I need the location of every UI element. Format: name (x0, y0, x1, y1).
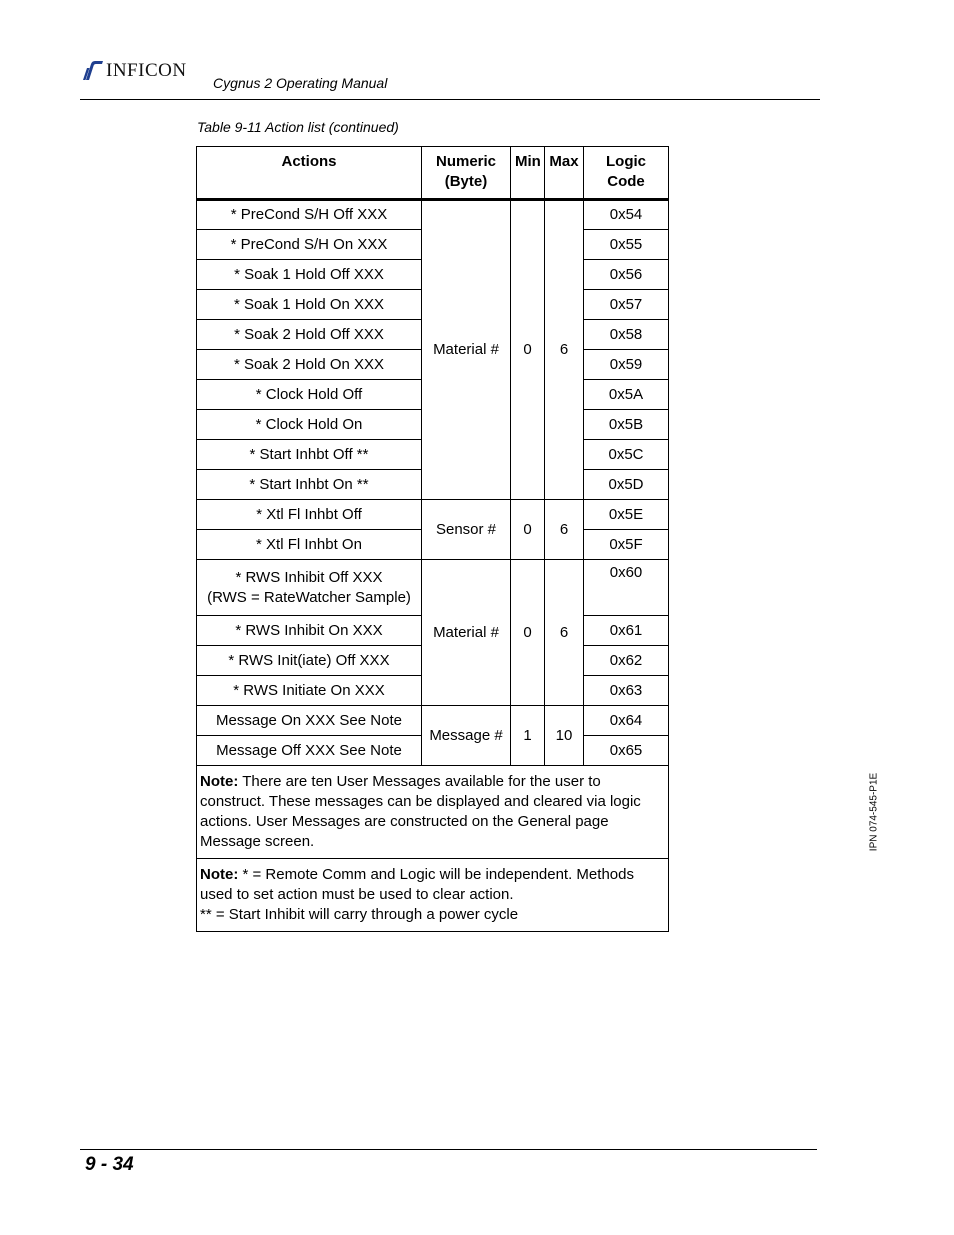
action-cell: * Soak 1 Hold Off XXX (197, 260, 422, 290)
action-cell: * RWS Initiate On XXX (197, 676, 422, 706)
action-line-secondary: (RWS = RateWatcher Sample) (207, 588, 411, 606)
logic-code-cell: 0x54 (584, 200, 669, 230)
logo-wordmark: INFICON (106, 60, 187, 81)
manual-title: Cygnus 2 Operating Manual (213, 75, 388, 91)
min-cell: 0 (511, 560, 545, 706)
action-cell: * RWS Inhibit On XXX (197, 616, 422, 646)
table-row (197, 200, 669, 230)
logic-code-cell: 0x5D (584, 470, 669, 500)
logic-code-cell: 0x5C (584, 440, 669, 470)
min-cell: 0 (511, 500, 545, 560)
action-cell: * Start Inhbt On ** (197, 470, 422, 500)
action-list-table (196, 146, 669, 932)
min-cell: 0 (511, 200, 545, 500)
max-cell: 6 (545, 200, 584, 500)
logic-code-cell: 0x5B (584, 410, 669, 440)
table-caption: Table 9-11 Action list (continued) (197, 119, 399, 135)
logic-code-cell: 0x5A (584, 380, 669, 410)
note-row (197, 766, 669, 859)
max-cell: 10 (545, 706, 584, 766)
table-row (197, 560, 669, 616)
numeric-cell: Material # (422, 560, 511, 706)
action-cell: * Clock Hold On (197, 410, 422, 440)
action-cell: * Soak 1 Hold On XXX (197, 290, 422, 320)
header-min: Min (511, 147, 545, 200)
action-cell (197, 560, 422, 616)
logic-code-cell: 0x63 (584, 676, 669, 706)
action-cell: * Soak 2 Hold On XXX (197, 350, 422, 380)
numeric-cell: Material # (422, 200, 511, 500)
note-text-line2: ** = Start Inhibit will carry through a power cycle (200, 906, 519, 923)
ipn-label: IPN 074-545-P1E (868, 772, 880, 852)
note-label: Note: (200, 866, 239, 883)
logic-code-cell: 0x60 (584, 560, 669, 616)
table-header-row (197, 147, 669, 200)
inficon-logo-icon (82, 60, 104, 82)
logic-code-cell: 0x5F (584, 530, 669, 560)
note-text: * = Remote Comm and Logic will be independent. Methods used to set action must be used to clear action. (200, 866, 634, 903)
action-cell: * Start Inhbt Off ** (197, 440, 422, 470)
logic-code-cell: 0x58 (584, 320, 669, 350)
max-cell: 6 (545, 500, 584, 560)
logic-code-cell: 0x5E (584, 500, 669, 530)
logic-code-cell: 0x61 (584, 616, 669, 646)
action-cell: * PreCond S/H Off XXX (197, 200, 422, 230)
action-cell: Message On XXX See Note (197, 706, 422, 736)
min-cell: 1 (511, 706, 545, 766)
action-cell: * Xtl Fl Inhbt Off (197, 500, 422, 530)
logic-code-cell: 0x59 (584, 350, 669, 380)
header-logic-code: Logic Code (584, 147, 669, 200)
action-cell: * Soak 2 Hold Off XXX (197, 320, 422, 350)
max-cell: 6 (545, 560, 584, 706)
footer-rule (80, 1149, 817, 1150)
note-cell (197, 859, 669, 932)
logic-code-cell: 0x57 (584, 290, 669, 320)
action-cell: * Xtl Fl Inhbt On (197, 530, 422, 560)
inficon-logo (82, 60, 187, 82)
numeric-cell: Sensor # (422, 500, 511, 560)
header-numeric: Numeric (Byte) (422, 147, 511, 200)
logic-code-cell: 0x55 (584, 230, 669, 260)
note-text: There are ten User Messages available for the user to construct. These messages can be displayed and cleared via logic actions. User Messages are constructed on the General page Message screen. (200, 773, 641, 850)
table-row (197, 706, 669, 736)
note-cell (197, 766, 669, 859)
action-cell: * PreCond S/H On XXX (197, 230, 422, 260)
action-cell: * RWS Init(iate) Off XXX (197, 646, 422, 676)
action-line: * RWS Inhibit Off XXX (235, 568, 383, 586)
note-row (197, 859, 669, 932)
numeric-cell: Message # (422, 706, 511, 766)
header-max: Max (545, 147, 584, 200)
action-cell: * Clock Hold Off (197, 380, 422, 410)
logic-code-cell: 0x65 (584, 736, 669, 766)
header-actions: Actions (197, 147, 422, 200)
logic-code-cell: 0x56 (584, 260, 669, 290)
logic-code-cell: 0x62 (584, 646, 669, 676)
action-cell: Message Off XXX See Note (197, 736, 422, 766)
table-row (197, 500, 669, 530)
note-label: Note: (200, 773, 239, 790)
page-number: 9 - 34 (85, 1154, 134, 1175)
logic-code-cell: 0x64 (584, 706, 669, 736)
header-rule (80, 99, 820, 100)
